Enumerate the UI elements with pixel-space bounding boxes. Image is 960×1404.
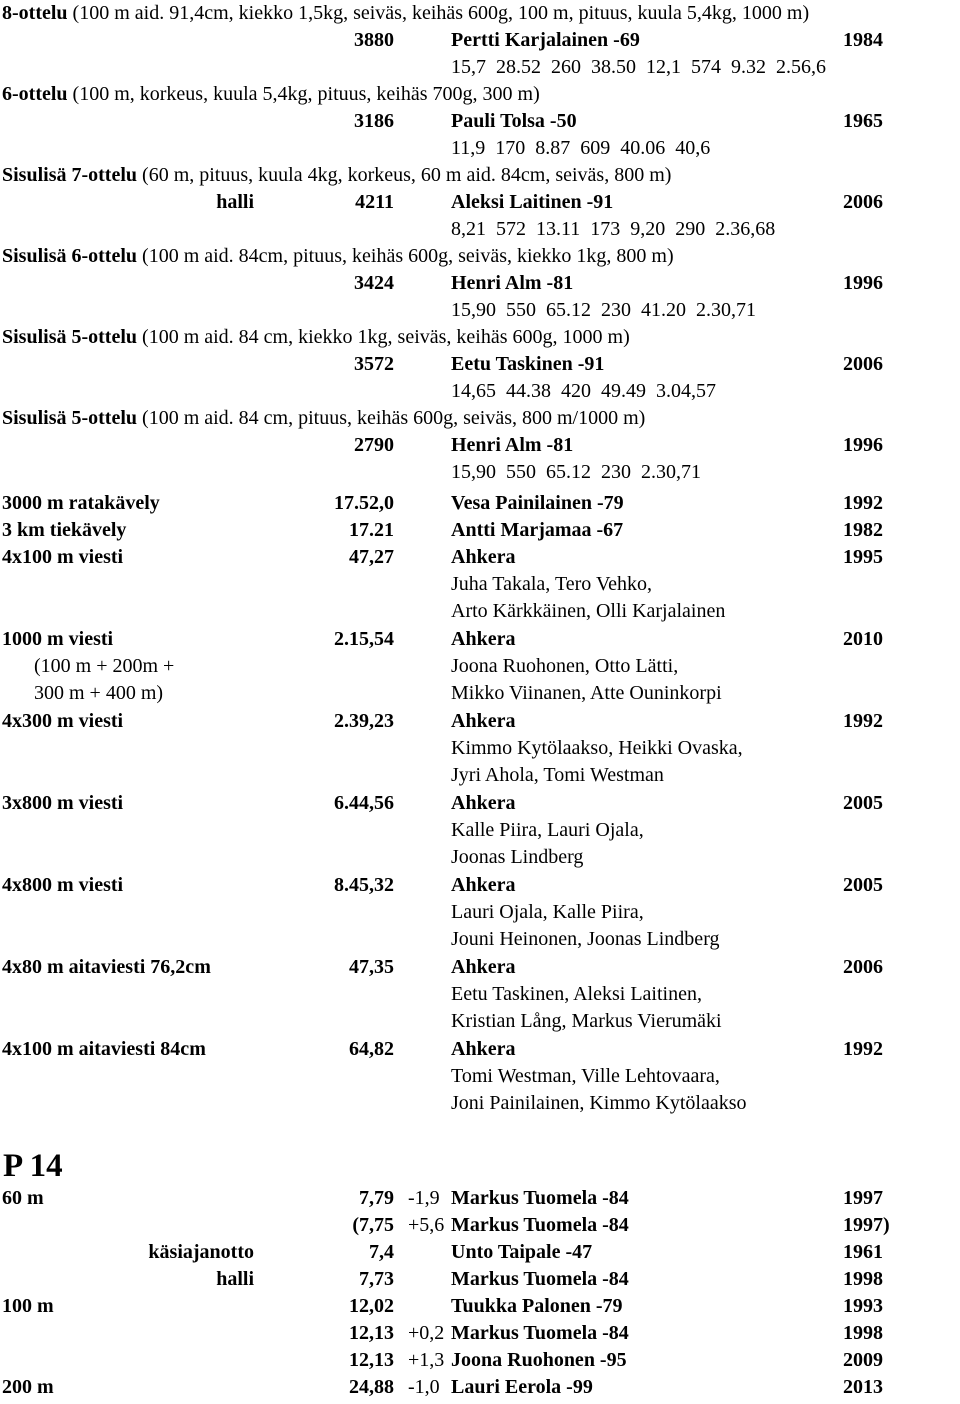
members-line: Kimmo Kytölaakso, Heikki Ovaska, bbox=[451, 737, 743, 759]
wind: +0,2 bbox=[408, 1322, 445, 1344]
event-name: 4x100 m aitaviesti 84cm bbox=[2, 1038, 206, 1060]
record-row bbox=[0, 490, 960, 517]
year: 1996 bbox=[843, 434, 883, 456]
relay-row bbox=[0, 790, 960, 817]
wind: -1,0 bbox=[408, 1376, 440, 1398]
splits: 14,65 44.38 420 49.49 3.04,57 bbox=[451, 380, 716, 402]
athlete-name: Pertti Karjalainen -69 bbox=[451, 29, 640, 51]
members-line: Joni Painilainen, Kimmo Kytölaakso bbox=[451, 1092, 747, 1114]
athlete-name: Henri Alm -81 bbox=[451, 272, 574, 294]
event-name: Sisulisä 7-ottelu bbox=[2, 164, 138, 186]
splits: 15,90 550 65.12 230 41.20 2.30,71 bbox=[451, 299, 756, 321]
relay-members bbox=[0, 653, 960, 680]
relay-members bbox=[0, 926, 960, 953]
event-heading bbox=[0, 243, 960, 270]
members-line: Joona Ruohonen, Otto Lätti, bbox=[451, 655, 679, 677]
result: 2.15,54 bbox=[334, 628, 394, 650]
year: 1992 bbox=[843, 1038, 883, 1060]
year: 1993 bbox=[843, 1295, 883, 1317]
year: 1998 bbox=[843, 1268, 883, 1290]
event-description: (100 m, korkeus, kuula 5,4kg, pituus, keihäs 700g, 300 m) bbox=[67, 83, 540, 105]
wind: -1,9 bbox=[408, 1187, 440, 1209]
record-row bbox=[0, 108, 960, 135]
year: 1995 bbox=[843, 546, 883, 568]
year: 2006 bbox=[843, 353, 883, 375]
relay-row bbox=[0, 708, 960, 735]
relay-legs: (100 m + 200m + bbox=[34, 655, 175, 677]
relay-row bbox=[0, 544, 960, 571]
members-line: Juha Takala, Tero Vehko, bbox=[451, 573, 653, 595]
relay-legs: 300 m + 400 m) bbox=[34, 682, 164, 704]
year: 1965 bbox=[843, 110, 883, 132]
record-row bbox=[0, 27, 960, 54]
result: 17.52,0 bbox=[334, 492, 394, 514]
event-name: 200 m bbox=[2, 1376, 54, 1398]
splits: 8,21 572 13.11 173 9,20 290 2.36,68 bbox=[451, 218, 776, 240]
year: 1984 bbox=[843, 29, 883, 51]
sprint-row bbox=[0, 1266, 960, 1293]
relay-members bbox=[0, 899, 960, 926]
score: 3572 bbox=[354, 353, 394, 375]
sprint-row bbox=[0, 1347, 960, 1374]
event-heading bbox=[0, 162, 960, 189]
event-heading bbox=[0, 405, 960, 432]
result: 7,4 bbox=[369, 1241, 394, 1263]
sprint-row bbox=[0, 1212, 960, 1239]
relay-row bbox=[0, 626, 960, 653]
relay-members bbox=[0, 1090, 960, 1117]
athlete-name: Lauri Eerola -99 bbox=[451, 1376, 593, 1398]
timing-label: käsiajanotto bbox=[148, 1241, 254, 1263]
members-line: Lauri Ojala, Kalle Piira, bbox=[451, 901, 644, 923]
splits-row bbox=[0, 297, 960, 324]
result: 24,88 bbox=[349, 1376, 394, 1398]
event-name: 4x300 m viesti bbox=[2, 710, 124, 732]
year: 1998 bbox=[843, 1322, 883, 1344]
event-description: (100 m aid. 84 cm, pituus, keihäs 600g, seiväs, 800 m/1000 m) bbox=[137, 407, 646, 429]
venue-label: halli bbox=[216, 1268, 254, 1290]
event-name: 1000 m viesti bbox=[2, 628, 114, 650]
team-name: Ahkera bbox=[451, 874, 516, 896]
members-line: Arto Kärkkäinen, Olli Karjalainen bbox=[451, 600, 726, 622]
relay-row bbox=[0, 954, 960, 981]
result: 17.21 bbox=[349, 519, 394, 541]
year: 1961 bbox=[843, 1241, 883, 1263]
athlete-name: Markus Tuomela -84 bbox=[451, 1187, 629, 1209]
relay-members bbox=[0, 1063, 960, 1090]
team-name: Ahkera bbox=[451, 710, 516, 732]
splits-row bbox=[0, 135, 960, 162]
event-description: (60 m, pituus, kuula 4kg, korkeus, 60 m aid. 84cm, seiväs, 800 m) bbox=[137, 164, 672, 186]
record-row bbox=[0, 189, 960, 216]
score: 3424 bbox=[354, 272, 394, 294]
athlete-name: Eetu Taskinen -91 bbox=[451, 353, 605, 375]
athlete-name: Tuukka Palonen -79 bbox=[451, 1295, 623, 1317]
wind: +1,3 bbox=[408, 1349, 445, 1371]
result: 12,13 bbox=[349, 1349, 394, 1371]
team-name: Ahkera bbox=[451, 546, 516, 568]
team-name: Ahkera bbox=[451, 628, 516, 650]
year: 2005 bbox=[843, 874, 883, 896]
section-title: P 14 bbox=[3, 1148, 63, 1184]
score: 2790 bbox=[354, 434, 394, 456]
members-line: Kristian Lång, Markus Vierumäki bbox=[451, 1010, 722, 1032]
members-line: Mikko Viinanen, Atte Ouninkorpi bbox=[451, 682, 722, 704]
year: 1992 bbox=[843, 492, 883, 514]
record-row bbox=[0, 270, 960, 297]
record-row bbox=[0, 517, 960, 544]
athlete-name: Vesa Painilainen -79 bbox=[451, 492, 624, 514]
team-name: Ahkera bbox=[451, 1038, 516, 1060]
event-name: Sisulisä 5-ottelu bbox=[2, 407, 138, 429]
relay-members bbox=[0, 571, 960, 598]
event-name: 4x100 m viesti bbox=[2, 546, 124, 568]
athlete-name: Markus Tuomela -84 bbox=[451, 1322, 629, 1344]
year: 1996 bbox=[843, 272, 883, 294]
sprint-row bbox=[0, 1185, 960, 1212]
year: 1992 bbox=[843, 710, 883, 732]
venue-label: halli bbox=[216, 191, 254, 213]
record-row bbox=[0, 432, 960, 459]
relay-row bbox=[0, 872, 960, 899]
relay-members bbox=[0, 598, 960, 625]
year: 1997) bbox=[843, 1214, 890, 1236]
event-name: Sisulisä 5-ottelu bbox=[2, 326, 138, 348]
splits-row bbox=[0, 54, 960, 81]
event-heading bbox=[0, 324, 960, 351]
sprint-row bbox=[0, 1239, 960, 1266]
relay-members bbox=[0, 817, 960, 844]
sprint-row bbox=[0, 1320, 960, 1347]
event-heading bbox=[0, 81, 960, 108]
event-heading bbox=[0, 0, 960, 27]
sprint-row bbox=[0, 1374, 960, 1401]
members-line: Eetu Taskinen, Aleksi Laitinen, bbox=[451, 983, 702, 1005]
score: 3186 bbox=[354, 110, 394, 132]
athlete-name: Markus Tuomela -84 bbox=[451, 1268, 629, 1290]
members-line: Jouni Heinonen, Joonas Lindberg bbox=[451, 928, 720, 950]
record-row bbox=[0, 351, 960, 378]
event-description: (100 m aid. 91,4cm, kiekko 1,5kg, seiväs, keihäs 600g, 100 m, pituus, kuula 5,4kg, 1000 m) bbox=[67, 2, 810, 24]
sprint-row bbox=[0, 1293, 960, 1320]
wind: +5,6 bbox=[408, 1214, 445, 1236]
event-name: 60 m bbox=[2, 1187, 44, 1209]
relay-members bbox=[0, 680, 960, 707]
athlete-name: Aleksi Laitinen -91 bbox=[451, 191, 614, 213]
relay-members bbox=[0, 762, 960, 789]
year: 2006 bbox=[843, 191, 883, 213]
event-name: 8-ottelu bbox=[2, 2, 68, 24]
event-name: 3x800 m viesti bbox=[2, 792, 124, 814]
result: 6.44,56 bbox=[334, 792, 394, 814]
result: 2.39,23 bbox=[334, 710, 394, 732]
year: 2009 bbox=[843, 1349, 883, 1371]
athlete-name: Markus Tuomela -84 bbox=[451, 1214, 629, 1236]
event-name: 4x800 m viesti bbox=[2, 874, 124, 896]
event-description: (100 m aid. 84 cm, kiekko 1kg, seiväs, keihäs 600g, 1000 m) bbox=[137, 326, 630, 348]
members-line: Kalle Piira, Lauri Ojala, bbox=[451, 819, 644, 841]
relay-row bbox=[0, 1036, 960, 1063]
athlete-name: Pauli Tolsa -50 bbox=[451, 110, 577, 132]
event-name: Sisulisä 6-ottelu bbox=[2, 245, 138, 267]
result: 12,13 bbox=[349, 1322, 394, 1344]
result: 47,35 bbox=[349, 956, 394, 978]
year: 1997 bbox=[843, 1187, 883, 1209]
members-line: Tomi Westman, Ville Lehtovaara, bbox=[451, 1065, 720, 1087]
result: 64,82 bbox=[349, 1038, 394, 1060]
year: 2005 bbox=[843, 792, 883, 814]
athlete-name: Antti Marjamaa -67 bbox=[451, 519, 624, 541]
year: 2006 bbox=[843, 956, 883, 978]
event-name: 6-ottelu bbox=[2, 83, 68, 105]
event-name: 3 km tiekävely bbox=[2, 519, 127, 541]
result: 7,79 bbox=[359, 1187, 394, 1209]
score: 4211 bbox=[355, 191, 394, 213]
team-name: Ahkera bbox=[451, 792, 516, 814]
splits: 15,90 550 65.12 230 2.30,71 bbox=[451, 461, 701, 483]
splits-row bbox=[0, 459, 960, 486]
result: (7,75 bbox=[352, 1214, 394, 1236]
event-name: 4x80 m aitaviesti 76,2cm bbox=[2, 956, 211, 978]
result: 8.45,32 bbox=[334, 874, 394, 896]
event-name: 100 m bbox=[2, 1295, 54, 1317]
event-description: (100 m aid. 84cm, pituus, keihäs 600g, seiväs, kiekko 1kg, 800 m) bbox=[137, 245, 674, 267]
athlete-name: Henri Alm -81 bbox=[451, 434, 574, 456]
result: 47,27 bbox=[349, 546, 394, 568]
year: 1982 bbox=[843, 519, 883, 541]
year: 2010 bbox=[843, 628, 883, 650]
team-name: Ahkera bbox=[451, 956, 516, 978]
score: 3880 bbox=[354, 29, 394, 51]
splits: 11,9 170 8.87 609 40.06 40,6 bbox=[451, 137, 711, 159]
result: 7,73 bbox=[359, 1268, 394, 1290]
splits-row bbox=[0, 378, 960, 405]
result: 12,02 bbox=[349, 1295, 394, 1317]
athlete-name: Joona Ruohonen -95 bbox=[451, 1349, 627, 1371]
relay-members bbox=[0, 735, 960, 762]
relay-members bbox=[0, 1008, 960, 1035]
athlete-name: Unto Taipale -47 bbox=[451, 1241, 593, 1263]
members-line: Joonas Lindberg bbox=[451, 846, 584, 868]
splits-row bbox=[0, 216, 960, 243]
relay-members bbox=[0, 981, 960, 1008]
splits: 15,7 28.52 260 38.50 12,1 574 9.32 2.56,6 bbox=[451, 56, 826, 78]
year: 2013 bbox=[843, 1376, 883, 1398]
relay-members bbox=[0, 844, 960, 871]
members-line: Jyri Ahola, Tomi Westman bbox=[451, 764, 664, 786]
event-name: 3000 m ratakävely bbox=[2, 492, 160, 514]
